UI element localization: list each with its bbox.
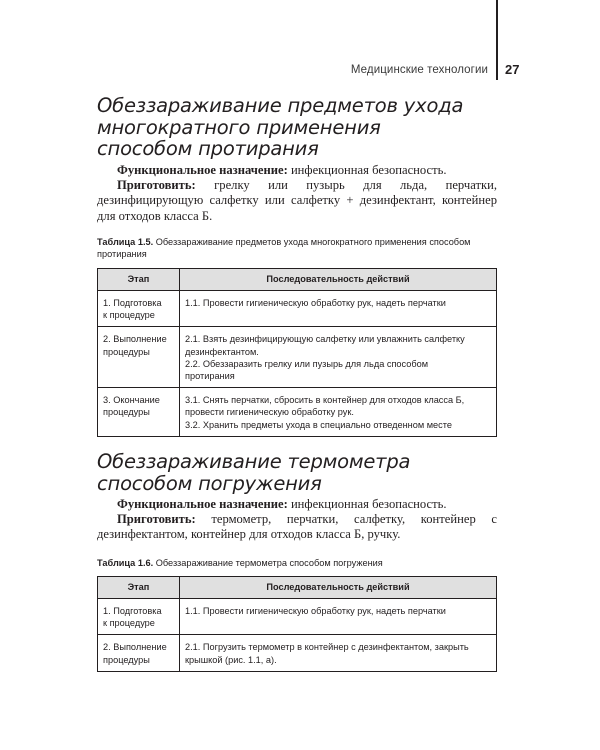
section-2-heading xyxy=(97,451,497,494)
action-text: крышкой (рис. 1.1, а). xyxy=(185,654,277,665)
actions-cell xyxy=(180,291,497,327)
stage-cell xyxy=(98,599,180,635)
table-1-6-caption xyxy=(97,557,497,569)
section-2-title-line: Обеззараживание термометра xyxy=(97,450,411,473)
table-caption-label: Таблица 1.6. xyxy=(97,558,154,568)
table-header-row xyxy=(98,577,497,599)
column-header-stage: Этап xyxy=(98,269,180,291)
column-header-actions: Последовательность действий xyxy=(180,577,497,599)
table-1-6-wrapper xyxy=(97,576,497,672)
section-1-title-line: многократного применения xyxy=(97,115,381,139)
action-text: 3.2. Хранить предметы ухода в специально отведенном месте xyxy=(185,419,452,430)
actions-cell xyxy=(180,635,497,671)
stage-text: процедуры xyxy=(103,407,150,418)
stage-text: к процедуре xyxy=(103,310,155,321)
action-text: протирания xyxy=(185,371,235,382)
prepare-label: Приготовить: xyxy=(117,512,196,527)
section-2-body xyxy=(97,497,497,543)
page-number: 27 xyxy=(505,62,520,77)
section-2-prepare xyxy=(97,512,497,542)
stage-text: к процедуре xyxy=(103,618,155,629)
table-row xyxy=(98,635,497,671)
stage-text: 1. Подготовка xyxy=(103,606,162,616)
stage-cell xyxy=(98,327,180,388)
action-text: 1.1. Провести гигиеническую обработку рук, надеть перчатки xyxy=(185,298,446,308)
stage-cell xyxy=(98,635,180,671)
header-vertical-rule xyxy=(496,0,498,80)
table-caption-label: Таблица 1.5. xyxy=(97,237,154,247)
purpose-label: Функциональное назначение: xyxy=(117,497,288,511)
table-1-6 xyxy=(97,576,497,672)
prepare-label: Приготовить: xyxy=(117,178,196,193)
table-caption-text: Обеззараживание предметов ухода многократного применения способом протирания xyxy=(97,237,471,259)
actions-cell xyxy=(180,599,497,635)
actions-cell xyxy=(180,388,497,437)
purpose-text: инфекционная безопасность. xyxy=(290,497,447,511)
section-2-title xyxy=(97,451,497,494)
action-text: 2.1. Взять дезинфицирующую салфетку или увлажнить салфетку xyxy=(185,334,465,345)
prepare-text: термометр, перчатки, салфетку, контейнер с дезинфектантом, контейнер для отходов класса Б, ручку. xyxy=(97,512,497,542)
action-text: 2.2. Обеззаразить грелку или пузырь для льда способом xyxy=(185,358,429,369)
prepare-text: грелку или пузырь для льда, перчатки, дезинфицирующую салфетку или салфетку + дезинфектант, контейнер для отходов класса Б. xyxy=(97,178,498,223)
action-text: 3.1. Снять перчатки, сбросить в контейнер для отходов класса Б, xyxy=(185,395,465,406)
stage-text: процедуры xyxy=(103,654,150,665)
stage-cell xyxy=(98,388,180,437)
action-text: 1.1. Провести гигиеническую обработку рук, надеть перчатки xyxy=(185,606,446,616)
stage-text: 2. Выполнение xyxy=(103,334,167,345)
column-header-stage: Этап xyxy=(98,577,180,599)
running-header-title: Медицинские технологии xyxy=(350,64,488,76)
action-text: 2.1. Погрузить термометр в контейнер с дезинфектантом, закрыть xyxy=(185,642,469,653)
stage-cell xyxy=(98,291,180,327)
column-header-actions: Последовательность действий xyxy=(180,269,497,291)
section-1-title xyxy=(97,95,497,160)
action-text: провести гигиеническую обработку рук. xyxy=(185,407,354,418)
stage-text: 2. Выполнение xyxy=(103,642,167,653)
section-1-purpose xyxy=(97,163,497,178)
section-1-title-line: Обеззараживание предметов ухода xyxy=(97,94,464,117)
section-2-title-line: способом погружения xyxy=(97,471,322,495)
section-1-body xyxy=(97,163,497,224)
purpose-text: инфекционная безопасность. xyxy=(290,163,447,177)
table-row xyxy=(98,388,497,437)
table-1-5 xyxy=(97,268,497,437)
table-row xyxy=(98,599,497,635)
actions-cell xyxy=(180,327,497,388)
section-1-heading xyxy=(97,95,497,160)
stage-text: 1. Подготовка xyxy=(103,298,162,308)
table-header-row xyxy=(98,269,497,291)
purpose-label: Функциональное назначение: xyxy=(117,163,288,177)
section-1-prepare xyxy=(97,178,497,224)
table-row xyxy=(98,327,497,388)
section-1-title-line: способом протирания xyxy=(97,137,319,160)
table-caption-text: Обеззараживание термометра способом погружения xyxy=(155,558,383,568)
stage-text: 3. Окончание xyxy=(103,395,160,406)
table-1-5-caption xyxy=(97,236,497,260)
action-text: дезинфектантом. xyxy=(185,346,259,357)
table-1-5-wrapper xyxy=(97,268,497,437)
section-2-purpose xyxy=(97,497,497,512)
table-row xyxy=(98,291,497,327)
stage-text: процедуры xyxy=(103,346,150,357)
